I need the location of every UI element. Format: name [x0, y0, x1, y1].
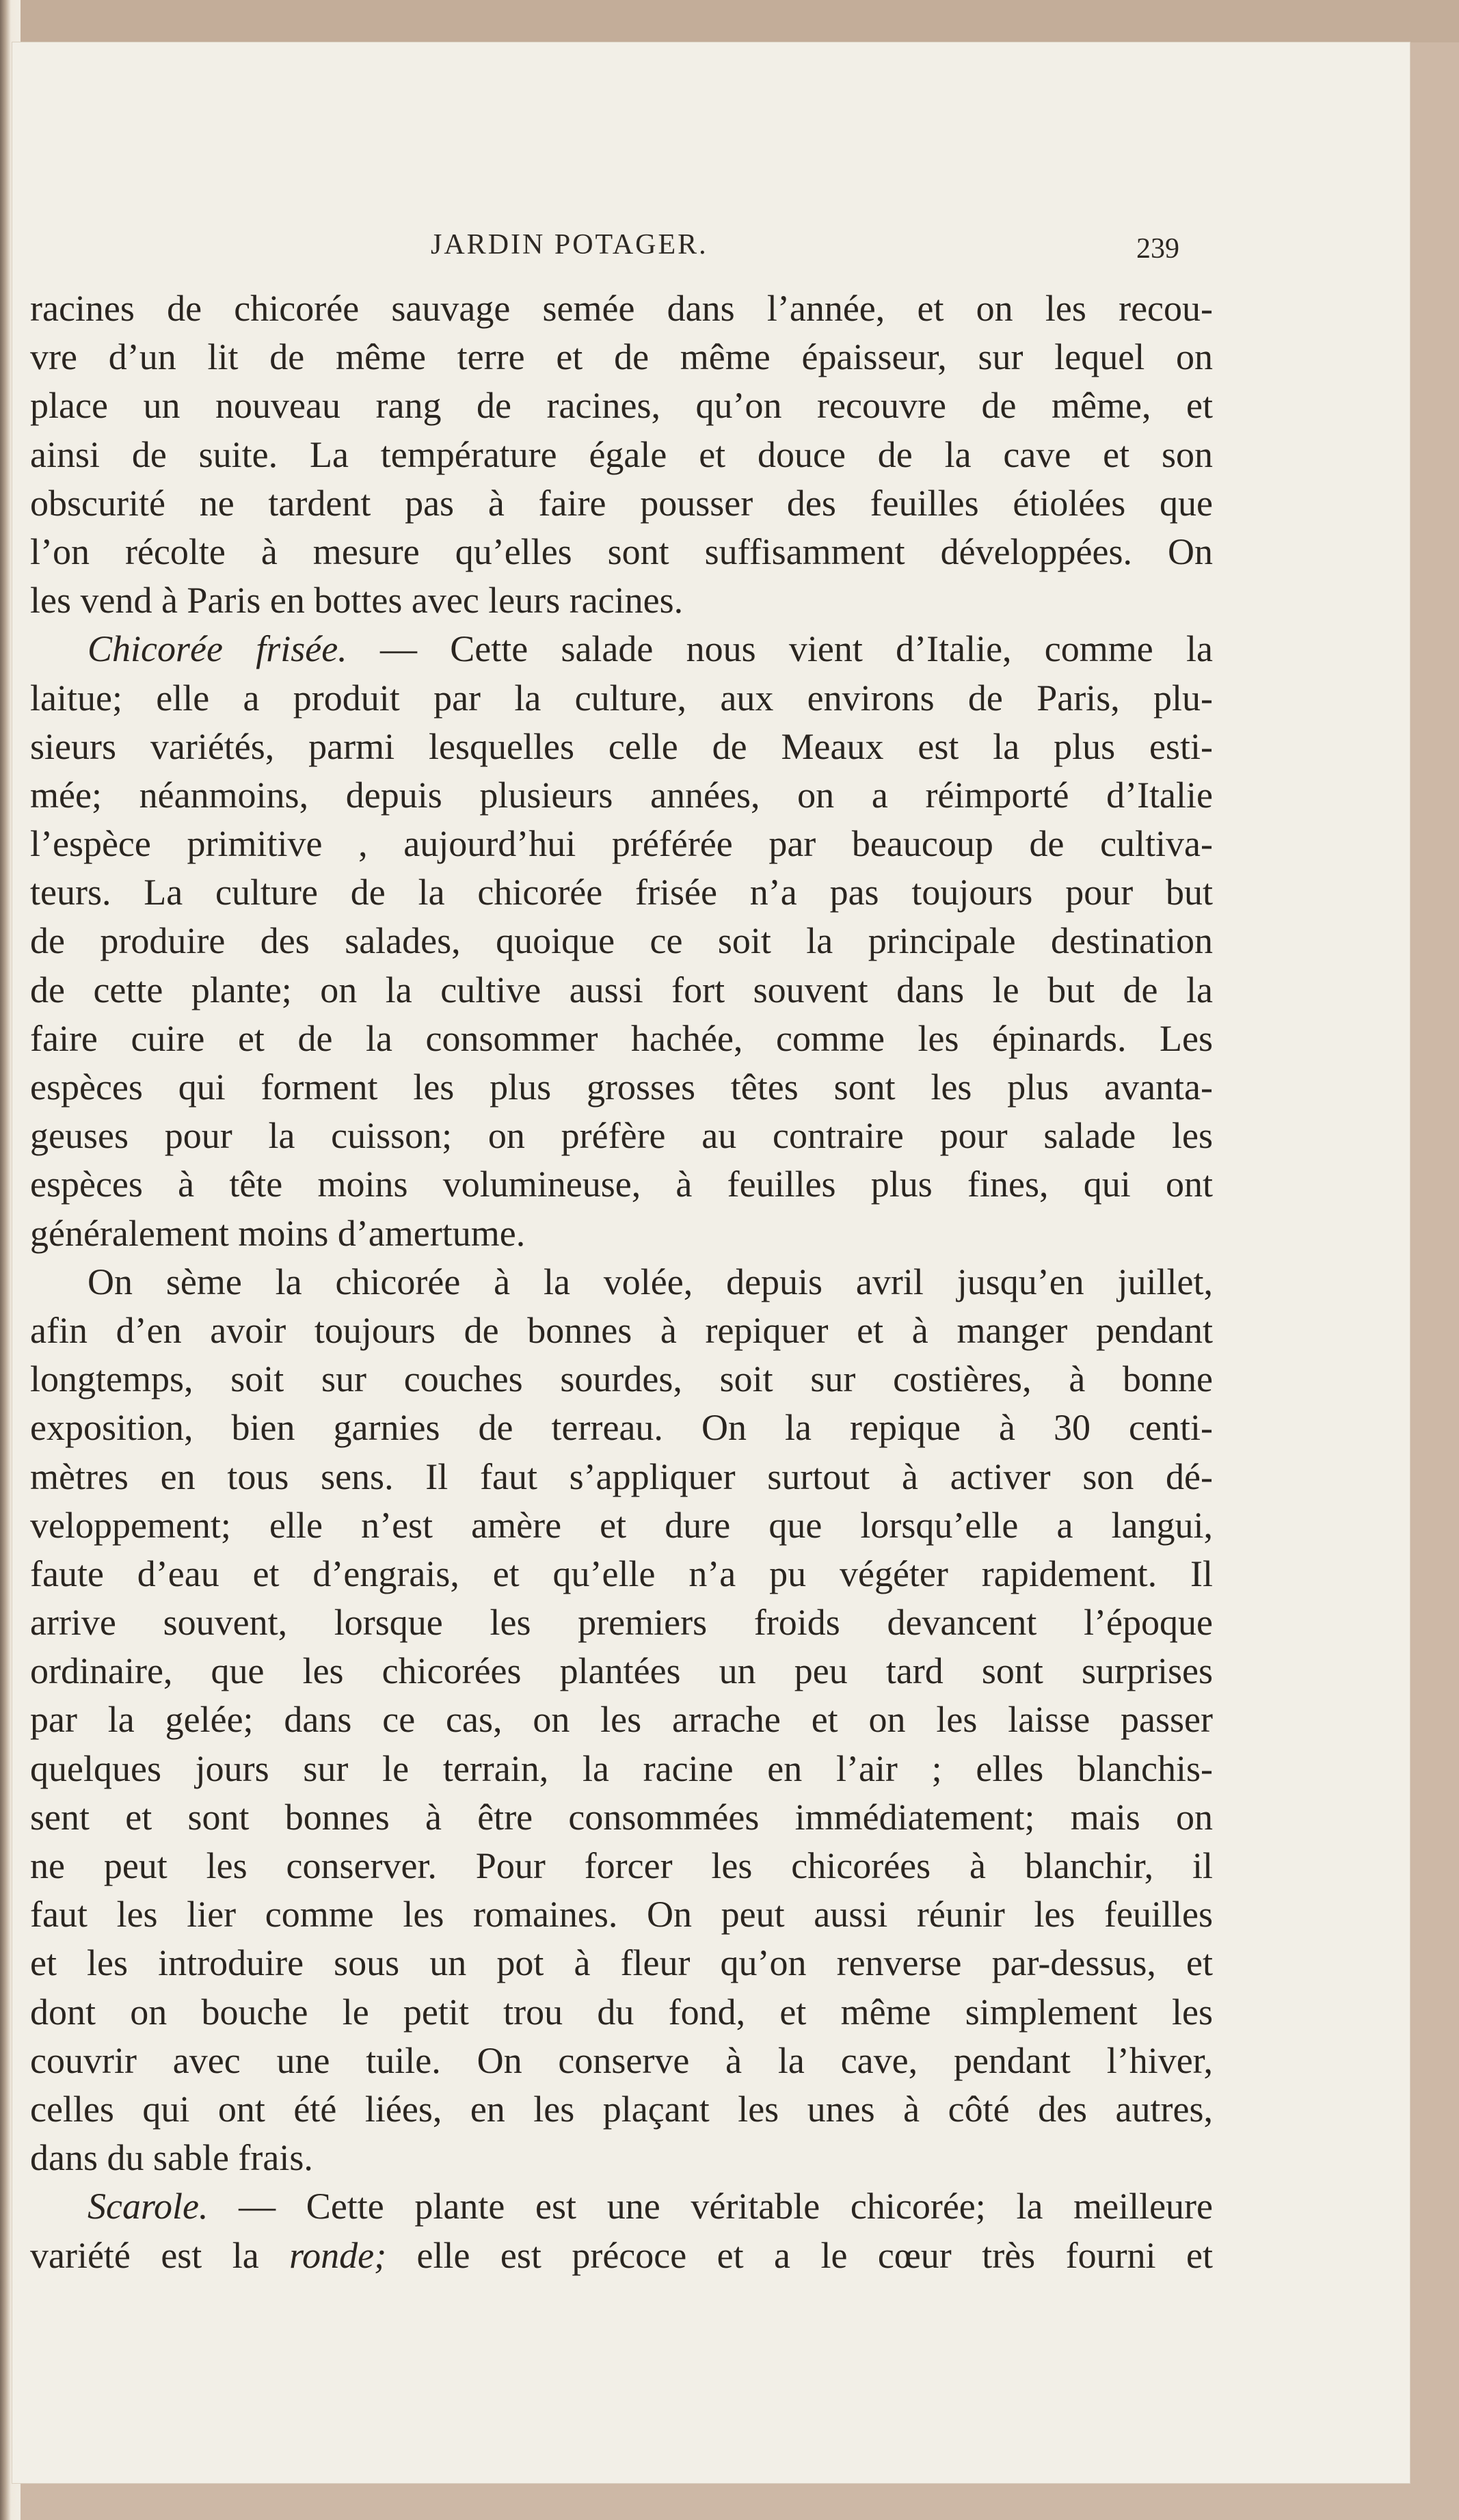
text-line — [30, 479, 1213, 528]
text-line — [30, 917, 1213, 965]
text-segment: quelques jours sur le terrain, la racine en l’air ; elles blanchis- — [30, 1747, 1213, 1789]
text-segment: ainsi de suite. La température égale et douce de la cave et son — [30, 433, 1213, 475]
text-line — [30, 1890, 1213, 1939]
text-line — [30, 1258, 1213, 1306]
text-segment: les vend à Paris en bottes avec leurs racines. — [30, 580, 684, 621]
text-segment: sent et sont bonnes à être consommées immédiatement; mais on — [30, 1796, 1213, 1838]
text-line — [30, 966, 1213, 1015]
text-line — [30, 820, 1213, 868]
text-segment: ne peut les conserver. Pour forcer les chicorées à blanchir, il — [30, 1845, 1213, 1886]
text-line — [30, 1501, 1213, 1550]
text-line — [30, 1112, 1213, 1160]
text-segment: par la gelée; dans ce cas, on les arrache et on les laisse passer — [30, 1699, 1213, 1741]
text-line — [30, 723, 1213, 771]
text-line — [30, 2231, 1213, 2280]
text-segment: On sème la chicorée à la volée, depuis avril jusqu’en juillet, — [88, 1261, 1213, 1302]
text-line — [30, 1842, 1213, 1890]
text-segment: de produire des salades, quoique ce soit la principale destination — [30, 920, 1213, 962]
text-segment: arrive souvent, lorsque les premiers froids devancent l’époque — [30, 1602, 1213, 1644]
text-segment: faire cuire et de la consommer hachée, comme les épinards. Les — [30, 1017, 1213, 1059]
text-segment: mètres en tous sens. Il faut s’appliquer surtout à activer son dé- — [30, 1456, 1213, 1497]
text-segment: laitue; elle a produit par la culture, aux environs de Paris, plu- — [30, 677, 1213, 719]
text-line — [30, 1306, 1213, 1355]
italic-term: Scarole. — [88, 2186, 209, 2227]
text-line — [30, 2085, 1213, 2134]
text-segment: faut les lier comme les romaines. On peut aussi réunir les feuilles — [30, 1894, 1213, 1935]
text-line — [30, 528, 1213, 576]
text-line — [30, 1647, 1213, 1695]
text-line — [30, 1988, 1213, 2037]
text-segment: ordinaire, que les chicorées plantées un peu tard sont surprises — [30, 1650, 1213, 1692]
text-segment: l’espèce primitive , aujourd’hui préférée par beaucoup de cultiva- — [30, 823, 1213, 865]
text-segment: elle est précoce et a le cœur très fourni et — [386, 2234, 1213, 2276]
text-line — [30, 771, 1213, 820]
text-line — [30, 1404, 1213, 1452]
text-line — [30, 2037, 1213, 2085]
text-line — [30, 2182, 1213, 2231]
scan-backdrop — [0, 0, 1459, 42]
page-header — [12, 228, 1410, 269]
text-line — [30, 868, 1213, 917]
text-segment: espèces qui forment les plus grosses têtes sont les plus avanta- — [30, 1067, 1213, 1108]
italic-term: ronde; — [289, 2234, 387, 2276]
text-segment: sieurs variétés, parmi lesquelles celle de Meaux est la plus esti- — [30, 725, 1213, 767]
text-segment: faute d’eau et d’engrais, et qu’elle n’a pu végéter rapidement. Il — [30, 1553, 1213, 1594]
text-segment: place un nouveau rang de racines, qu’on recouvre de même, et — [30, 385, 1213, 427]
text-segment: longtemps, soit sur couches sourdes, soit sur costières, à bonne — [30, 1358, 1213, 1400]
text-segment: exposition, bien garnies de terreau. On la repique à 30 centi- — [30, 1407, 1213, 1449]
text-line — [30, 1745, 1213, 1793]
page-number: 239 — [1136, 233, 1179, 265]
text-segment: obscurité ne tardent pas à faire pousser des feuilles étiolées que — [30, 482, 1213, 524]
text-segment: afin d’en avoir toujours de bonnes à repiquer et à manger pendant — [30, 1309, 1213, 1351]
text-line — [30, 674, 1213, 723]
text-line — [30, 431, 1213, 479]
text-line — [30, 284, 1213, 333]
text-line — [30, 1793, 1213, 1842]
text-segment: dans du sable frais. — [30, 2137, 313, 2179]
text-line — [30, 1453, 1213, 1501]
text-line — [30, 2134, 1213, 2182]
text-segment: dont on bouche le petit trou du fond, et même simplement les — [30, 1991, 1213, 2033]
body-text — [30, 284, 1213, 2280]
text-segment: espèces à tête moins volumineuse, à feuilles plus fines, qui ont — [30, 1164, 1213, 1205]
text-segment: vre d’un lit de même terre et de même épaisseur, sur lequel on — [30, 336, 1213, 378]
text-segment: l’on récolte à mesure qu’elles sont suffisamment développées. On — [30, 531, 1213, 572]
text-line — [30, 1015, 1213, 1063]
text-line — [30, 625, 1213, 673]
text-segment: couvrir avec une tuile. On conserve à la cave, pendant l’hiver, — [30, 2039, 1213, 2081]
text-segment: et les introduire sous un pot à fleur qu’on renverse par-dessus, et — [30, 1942, 1213, 1984]
text-segment: variété est la — [30, 2234, 290, 2276]
text-line — [30, 576, 1213, 625]
text-line — [30, 1209, 1213, 1258]
text-segment: — Cette plante est une véritable chicorée; la meilleure — [208, 2186, 1213, 2227]
text-line — [30, 1160, 1213, 1209]
text-segment: geuses pour la cuisson; on préfère au contraire pour salade les — [30, 1115, 1213, 1157]
text-segment: celles qui ont été liées, en les plaçant les unes à côté des autres, — [30, 2088, 1213, 2130]
text-line — [30, 1695, 1213, 1744]
text-line — [30, 1939, 1213, 1987]
text-segment: racines de chicorée sauvage semée dans l’année, et on les recou- — [30, 288, 1213, 329]
text-line — [30, 1598, 1213, 1647]
text-line — [30, 333, 1213, 381]
book-page — [12, 42, 1410, 2483]
text-segment: teurs. La culture de la chicorée frisée n’a pas toujours pour but — [30, 872, 1213, 913]
text-line — [30, 1063, 1213, 1112]
text-segment: généralement moins d’amertume. — [30, 1212, 526, 1254]
text-segment: — Cette salade nous vient d’Italie, comme la — [347, 628, 1213, 670]
running-head: JARDIN POTAGER. — [431, 229, 708, 260]
text-line — [30, 1355, 1213, 1404]
text-segment: de cette plante; on la cultive aussi fort souvent dans le but de la — [30, 969, 1213, 1010]
text-segment: mée; néanmoins, depuis plusieurs années, on a réimporté d’Italie — [30, 774, 1213, 816]
italic-term: Chicorée frisée. — [88, 628, 347, 670]
text-segment: veloppement; elle n’est amère et dure que lorsqu’elle a langui, — [30, 1504, 1213, 1546]
text-line — [30, 381, 1213, 430]
text-line — [30, 1550, 1213, 1598]
